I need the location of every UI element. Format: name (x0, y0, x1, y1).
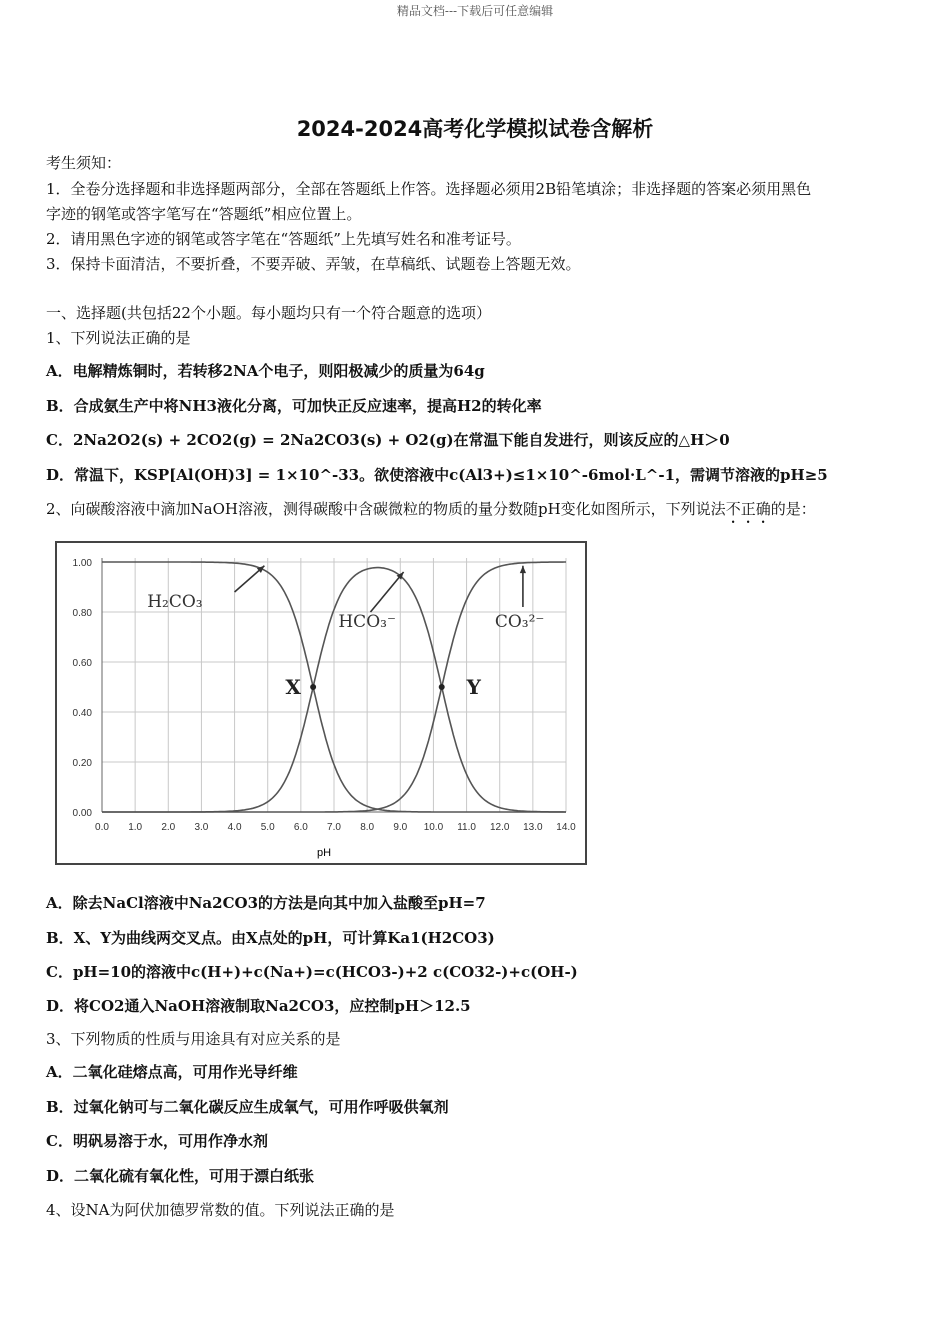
q2-stem-emphasis: 不正确 (725, 500, 771, 518)
q3-option-a: A．二氧化硅熔点高，可用作光导纤维 (46, 1063, 298, 1081)
page-header: 精品文档---下载后可任意编辑 (396, 4, 554, 18)
q4-stem: 4、设NA为阿伏加德罗常数的值。下列说法正确的是 (46, 1201, 395, 1219)
q3-option-c: C．明矾易溶于水，可用作净水剂 (46, 1132, 268, 1150)
x-tick-label: 8.0 (360, 822, 375, 833)
series-label-HCO3-: HCO₃⁻ (338, 612, 396, 632)
q3-option-b: B．过氧化钠可与二氧化碳反应生成氧气，可用作呼吸供氧剂 (46, 1098, 449, 1116)
crossover-point-X (310, 684, 316, 690)
x-tick-label: 10.0 (423, 822, 444, 833)
species-distribution-chart (54, 540, 588, 868)
q1-option-b: B．合成氨生产中将NH3液化分离，可加快正反应速率，提高H2的转化率 (46, 397, 542, 415)
q1-stem: 1、下列说法正确的是 (46, 329, 191, 347)
q3-stem: 3、下列物质的性质与用途具有对应关系的是 (46, 1030, 341, 1048)
notice-item-1a: 1．全卷分选择题和非选择题两部分，全部在答题纸上作答。选择题必须用2B铅笔填涂；非选择题的答案必须用黑色 (46, 180, 812, 198)
q2-stem-tail: 的是： (770, 500, 816, 518)
x-tick-label: 9.0 (393, 822, 408, 833)
x-tick-label: 12.0 (489, 822, 510, 833)
notice-item-1b: 字迹的钢笔或答字笔写在“答题纸”相应位置上。 (46, 205, 362, 223)
x-tick-label: 7.0 (327, 822, 341, 833)
x-tick-label: 14.0 (556, 822, 576, 833)
crossover-point-Y (439, 684, 445, 690)
notice-item-2: 2．请用黑色字迹的钢笔或答字笔在“答题纸”上先填写姓名和准考证号。 (46, 230, 521, 248)
x-tick-label: 5.0 (260, 822, 275, 833)
y-tick-label: 0.20 (72, 758, 92, 769)
q2-stem-text: 2、向碳酸溶液中滴加NaOH溶液，测得碳酸中含碳微粒的物质的量分数随pH变化如图所示，下列说法 (46, 500, 726, 518)
x-tick-label: 11.0 (457, 822, 476, 833)
x-tick-label: 3.0 (194, 822, 209, 833)
y-tick-label: 0.80 (72, 608, 92, 619)
q1-option-a: A．电解精炼铜时，若转移2NA个电子，则阳极减少的质量为64g (46, 362, 485, 380)
q2-stem (46, 498, 816, 527)
q1-option-c: C．2Na2O2(s) + 2CO2(g) = 2Na2CO3(s) + O2(g)在常温下能自发进行，则该反应的△H＞0 (46, 431, 730, 449)
x-tick-label: 6.0 (293, 822, 308, 833)
section-heading: 一、选择题(共包括22个小题。每小题均只有一个符合题意的选项） (46, 304, 491, 322)
crossover-label-X: X (285, 675, 301, 699)
page-title: 2024-2024高考化学模拟试卷含解析 (296, 117, 654, 141)
notice-heading: 考生须知： (46, 154, 122, 172)
q2-option-c: C．pH=10的溶液中c(H+)+c(Na+)=c(HCO3-)+2 c(CO32-)+c(OH-) (46, 963, 578, 981)
q1-option-d: D．常温下，KSP[Al(OH)3] = 1×10^-33。欲使溶液中c(Al3+)≤1×10^-6mol·L^-1，需调节溶液的pH≥5 (46, 466, 828, 484)
q2-option-d: D．将CO2通入NaOH溶液制取Na2CO3，应控制pH＞12.5 (46, 997, 471, 1015)
q3-option-d: D．二氧化硫有氧化性，可用于漂白纸张 (46, 1167, 315, 1185)
q2-option-b: B．X、Y为曲线两交叉点。由X点处的pH，可计算Ka1(H2CO3) (46, 929, 495, 947)
y-tick-label: 0.00 (72, 808, 92, 819)
y-tick-label: 0.60 (72, 658, 92, 669)
y-tick-label: 0.40 (72, 708, 92, 719)
series-label-H2CO3: H₂CO₃ (147, 592, 203, 612)
x-tick-label: 13.0 (523, 822, 543, 833)
x-axis-label: pH (316, 847, 332, 859)
x-tick-label: 1.0 (128, 822, 143, 833)
notice-item-3: 3．保持卡面清洁，不要折叠，不要弄破、弄皱，在草稿纸、试题卷上答题无效。 (46, 255, 581, 273)
q2-option-a: A．除去NaCl溶液中Na2CO3的方法是向其中加入盐酸至pH=7 (46, 894, 486, 912)
x-tick-label: 4.0 (227, 822, 242, 833)
x-tick-label: 2.0 (161, 822, 176, 833)
crossover-label-Y: Y (466, 675, 481, 699)
y-tick-label: 1.00 (72, 558, 92, 569)
series-label-CO32-: CO₃²⁻ (494, 612, 545, 632)
x-tick-label: 0.0 (95, 822, 109, 833)
